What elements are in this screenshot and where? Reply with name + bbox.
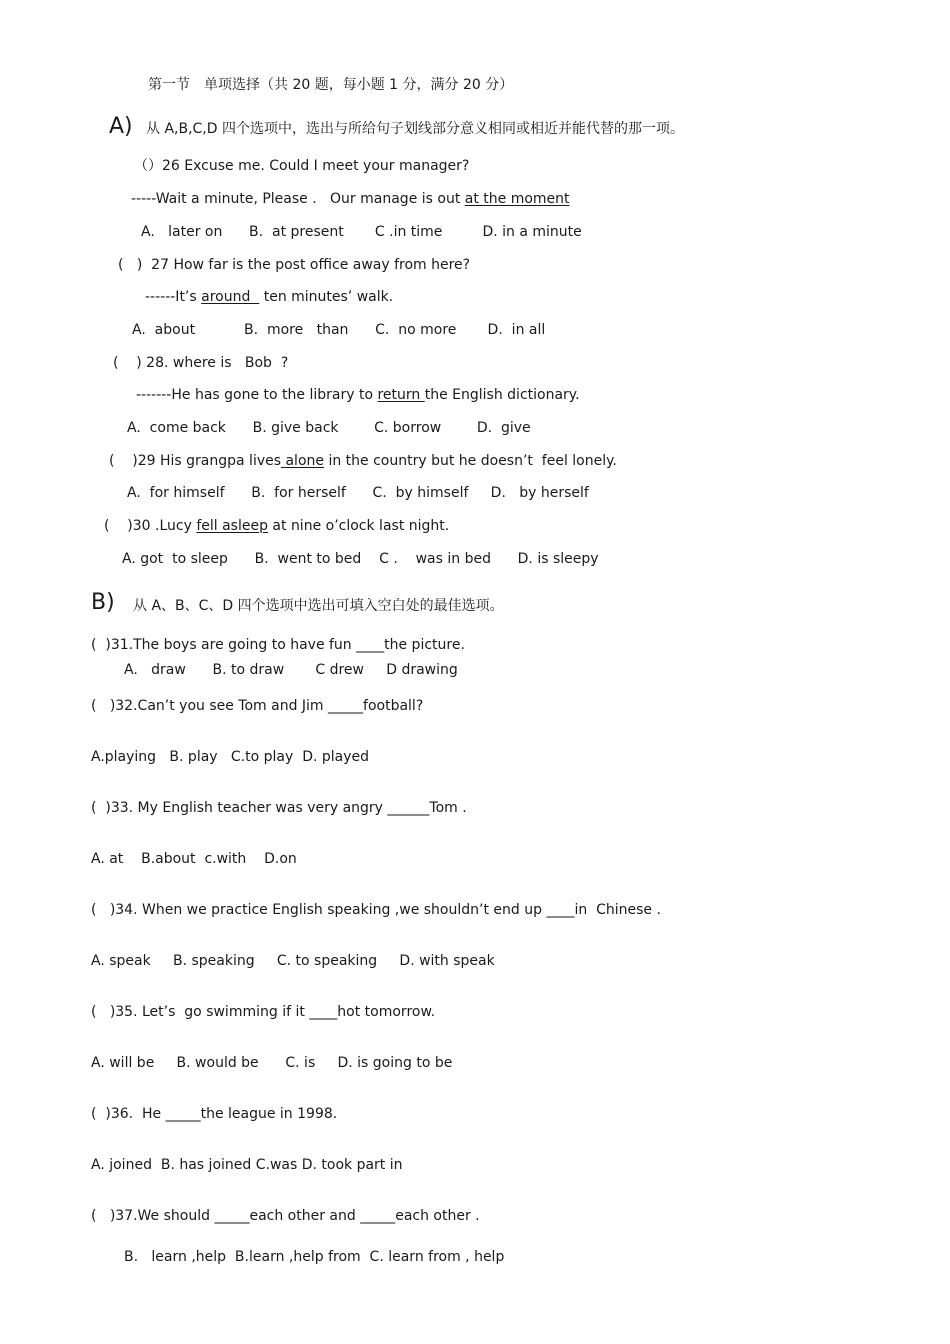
q27-reply-end: ten minutes’ walk. bbox=[259, 289, 394, 305]
q35-stem: ( )35. Let’s go swimming if it ____hot tomorrow. bbox=[91, 1004, 436, 1020]
q30-options: A. got to sleep B. went to bed C . was in bed D. is sleepy bbox=[122, 551, 599, 567]
q27-options: A. about B. more than C. no more D. in all bbox=[132, 322, 546, 338]
section-header: 第一节 单项选择（共 20 题，每小题 1 分，满分 20 分） bbox=[148, 77, 514, 93]
q28-reply-end: the English dictionary. bbox=[424, 387, 580, 403]
q30-stem bbox=[104, 517, 449, 535]
part-b-label: B) bbox=[91, 590, 115, 615]
part-a-instruction: 从 A,B,C,D 四个选项中，选出与所给句子划线部分意义相同或相近并能代替的那一项。 bbox=[146, 121, 684, 137]
q28-options: A. come back B. give back C. borrow D. give bbox=[127, 420, 531, 436]
q26-reply bbox=[131, 190, 570, 208]
q37-options: B. learn ,help B.learn ,help from C. learn from , help bbox=[124, 1249, 505, 1265]
q33-stem: ( )33. My English teacher was very angry ______Tom . bbox=[91, 800, 467, 816]
q27-underlined: around bbox=[201, 289, 260, 305]
q33-options: A. at B.about c.with D.on bbox=[91, 851, 297, 867]
q36-options: A. joined B. has joined C.was D. took part in bbox=[91, 1157, 403, 1173]
q32-stem: ( )32.Can’t you see Tom and Jim _____football? bbox=[91, 698, 424, 714]
part-a-label: A) bbox=[109, 114, 133, 139]
q28-underlined: return bbox=[377, 387, 425, 403]
q28-stem: ( ) 28. where is Bob ? bbox=[113, 355, 289, 371]
q36-stem: ( )36. He _____the league in 1998. bbox=[91, 1106, 338, 1122]
q29-stem-end: in the country but he doesn’t feel lonely. bbox=[324, 453, 617, 469]
q30-stem-end: at nine o’clock last night. bbox=[267, 518, 450, 534]
q37-stem: ( )37.We should _____each other and _____each other . bbox=[91, 1208, 480, 1224]
part-b-instruction: 从 A、B、C、D 四个选项中选出可填入空白处的最佳选项。 bbox=[133, 598, 504, 614]
q31-stem: ( )31.The boys are going to have fun ____the picture. bbox=[91, 637, 465, 653]
q26-reply-text: -----Wait a minute, Please . Our manage is out bbox=[131, 191, 465, 207]
q28-reply bbox=[136, 386, 580, 404]
q30-stem-text: ( )30 .Lucy bbox=[104, 518, 197, 534]
q26-options: A. later on B. at present C .in time D. in a minute bbox=[141, 224, 582, 240]
q29-options: A. for himself B. for herself C. by himself D. by herself bbox=[127, 485, 589, 501]
q35-options: A. will be B. would be C. is D. is going to be bbox=[91, 1055, 453, 1071]
q31-options: A. draw B. to draw C drew D drawing bbox=[124, 662, 458, 678]
q27-reply-text: ------It’s bbox=[145, 289, 202, 305]
q34-stem: ( )34. When we practice English speaking ,we shouldn’t end up ____in Chinese . bbox=[91, 902, 661, 918]
q29-stem bbox=[109, 452, 617, 470]
q30-underlined: fell asleep bbox=[196, 518, 268, 534]
q28-reply-text: -------He has gone to the library to bbox=[136, 387, 378, 403]
q29-underlined: alone bbox=[281, 453, 325, 469]
q29-stem-text: ( )29 His grangpa lives bbox=[109, 453, 282, 469]
q27-stem: ( ) 27 How far is the post office away from here? bbox=[118, 257, 471, 273]
q26-stem: （）26 Excuse me. Could I meet your manager? bbox=[134, 158, 470, 174]
q26-underlined: at the moment bbox=[464, 191, 570, 207]
q27-reply bbox=[145, 288, 393, 306]
q34-options: A. speak B. speaking C. to speaking D. with speak bbox=[91, 953, 495, 969]
q32-options: A.playing B. play C.to play D. played bbox=[91, 749, 370, 765]
